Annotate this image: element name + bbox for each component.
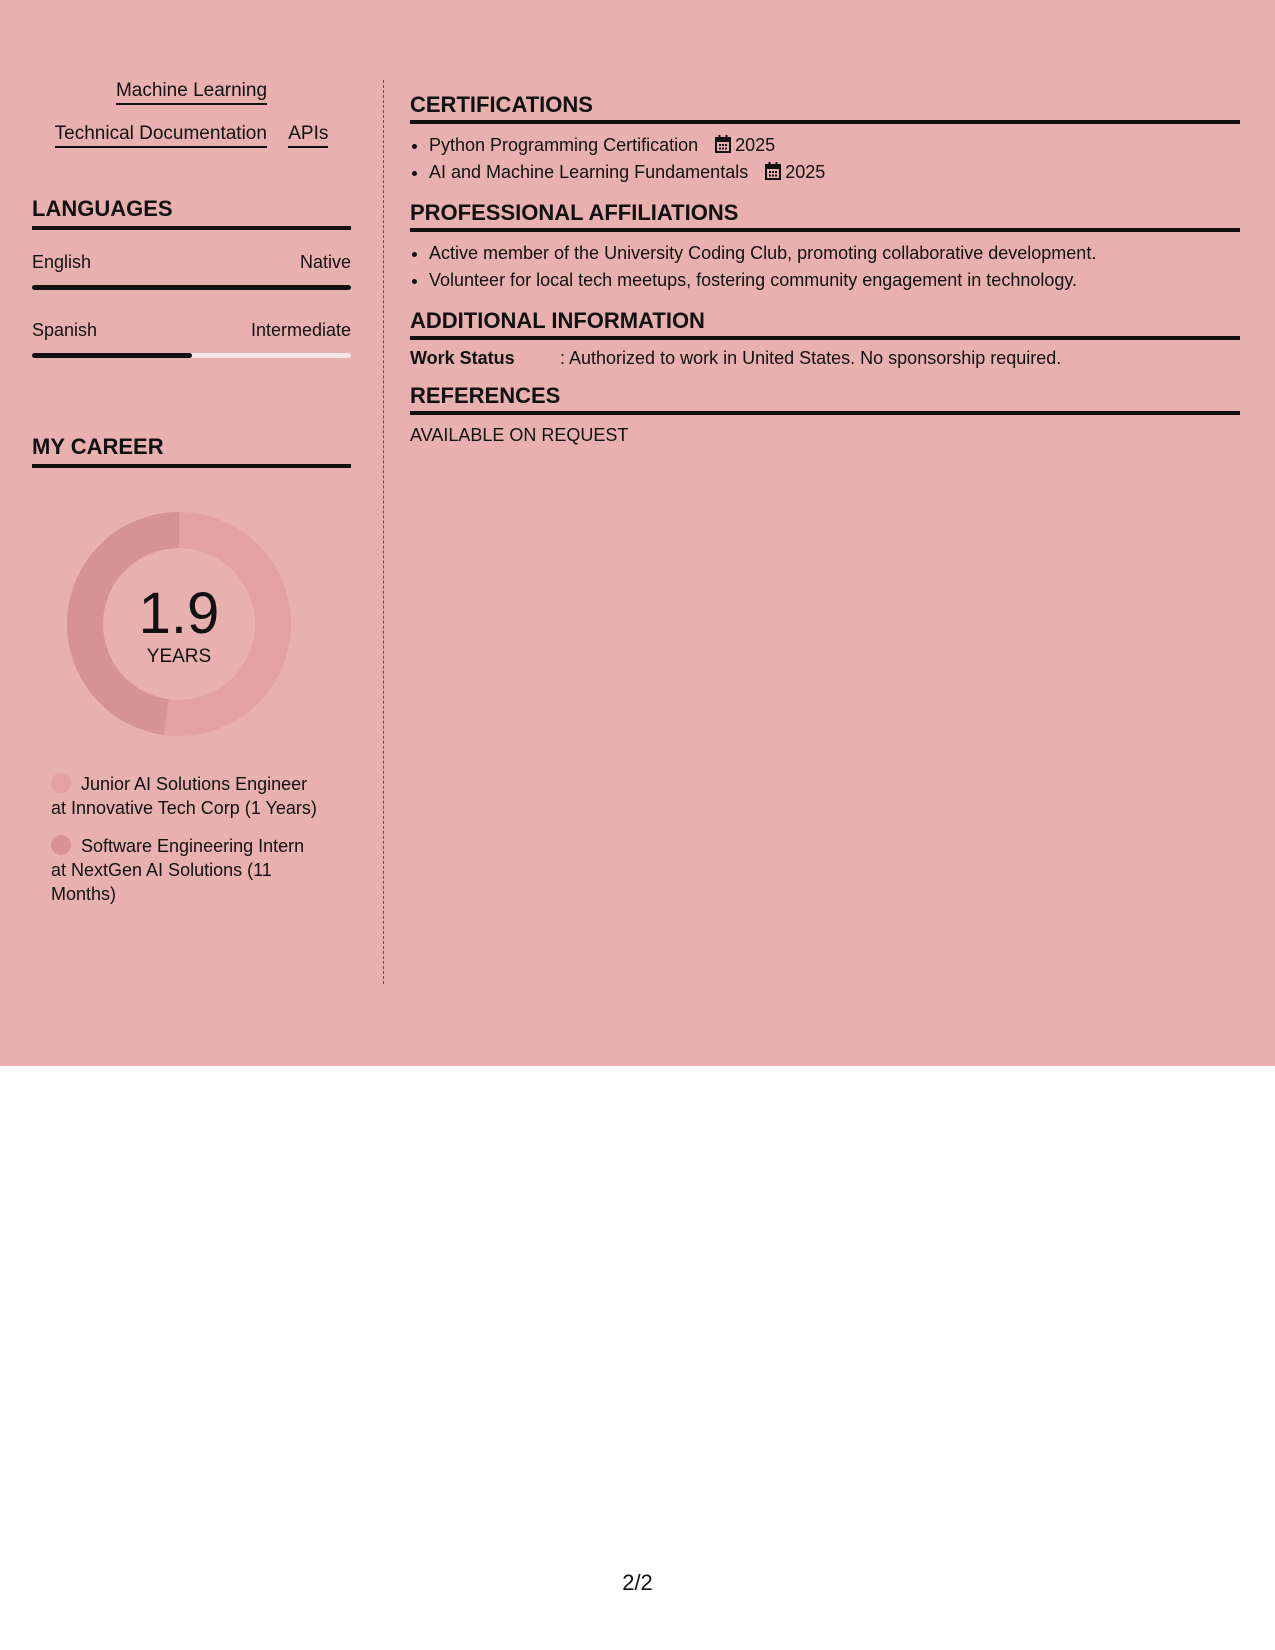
career-donut-chart [67,512,291,736]
language-proficiency-fill [32,353,192,358]
right-column [410,92,1240,460]
certification-name: AI and Machine Learning Fundamentals [429,162,749,182]
calendar-icon [715,135,731,153]
languages-heading: LANGUAGES [32,196,351,230]
left-column [32,80,351,920]
work-status-value: : Authorized to work in United States. No sponsorship required. [560,348,1062,368]
career-legend-text: Junior AI Solutions Engineer at Innovative Tech Corp (1 Years) [51,774,317,818]
legend-dot [51,773,71,793]
additional-info-section [410,308,1240,369]
language-level: Intermediate [250,320,351,340]
career-total-value: 1.9 [138,581,220,646]
skill-tag: APIs [288,123,328,148]
skill-tag: Technical Documentation [55,123,267,148]
page-number: 2/2 [622,1570,653,1595]
certifications-list [410,132,1240,186]
language-item [32,252,351,290]
career-total-unit: YEARS [146,646,212,667]
affiliations-section [410,200,1240,294]
certifications-heading: CERTIFICATIONS [410,92,1240,124]
additional-info-heading: ADDITIONAL INFORMATION [410,308,1240,340]
donut-center-label [67,581,291,668]
legend-dot [51,835,71,855]
language-level: Native [299,252,351,272]
language-name: English [32,252,92,272]
certification-year: 2025 [735,135,776,155]
affiliation-item: • Volunteer for local tech meetups, fostering community engagement in technology. [429,267,1240,294]
affiliations-list [410,240,1240,294]
references-heading: REFERENCES [410,383,1240,415]
calendar-icon [765,162,781,180]
affiliation-item: • Active member of the University Coding Club, promoting collaborative development. [429,240,1240,267]
column-divider [383,80,384,984]
certification-name: Python Programming Certification [429,135,699,155]
references-section [410,383,1240,446]
skills-row-2 [32,123,351,148]
certification-item [429,159,1240,186]
certification-year: 2025 [785,162,826,182]
work-status-label: Work Status [410,348,515,368]
career-heading: MY CAREER [32,434,351,468]
career-legend-item [51,834,321,906]
skills-row-1 [32,80,351,105]
language-proficiency-fill [32,285,351,290]
certification-item [429,132,1240,159]
certifications-section [410,92,1240,186]
language-item [32,320,351,358]
language-name: Spanish [32,320,98,340]
work-status-row [410,348,1240,369]
career-legend [32,772,351,906]
career-legend-item [51,772,321,820]
references-text: AVAILABLE ON REQUEST [410,425,629,445]
language-proficiency-bar [32,353,351,358]
affiliations-heading: PROFESSIONAL AFFILIATIONS [410,200,1240,232]
skill-tag: Machine Learning [116,80,267,105]
career-legend-text: Software Engineering Intern at NextGen AI Solutions (11 Months) [51,836,305,904]
language-proficiency-bar [32,285,351,290]
